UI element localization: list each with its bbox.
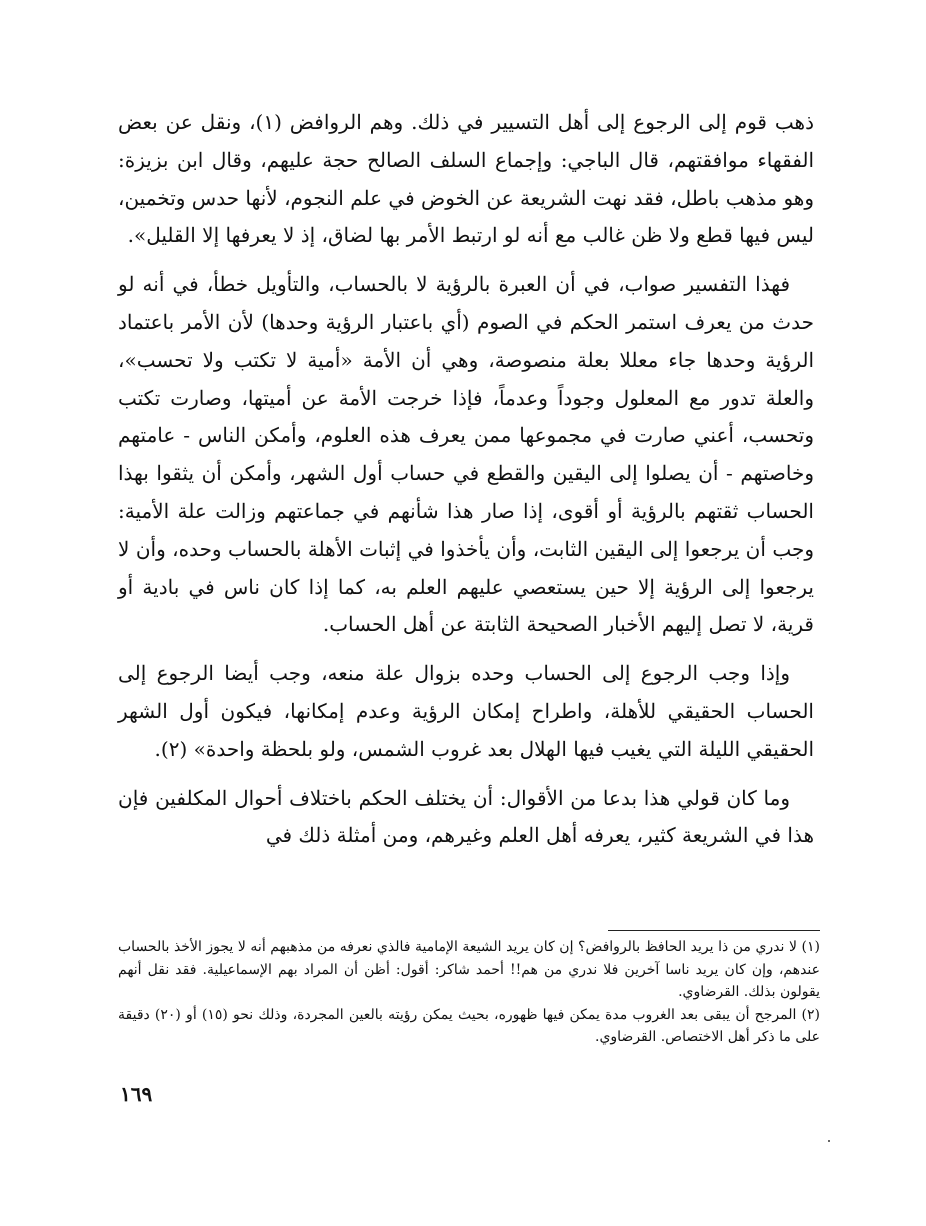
scan-speck <box>828 1140 830 1142</box>
paragraph-3: وإذا وجب الرجوع إلى الحساب وحده بزوال علة منعه، وجب أيضا الرجوع إلى الحساب الحقيقي للأهلة، واطراح إمكان الرؤية وعدم إمكانها، فيكون أول الشهر الحقيقي الليلة التي يغيب فيها الهلال بعد غروب الشمس، ولو بلحظة واحدة» (٢). <box>118 661 814 761</box>
paragraph-4: وما كان قولي هذا بدعا من الأقوال: أن يختلف الحكم باختلاف أحوال المكلفين فإن هذا في الشريعة كثير، يعرفه أهل العلم وغيرهم، ومن أمثلة ذلك في <box>118 785 814 848</box>
paragraph-2: فهذا التفسير صواب، في أن العبرة بالرؤية لا بالحساب، والتأويل خطأ، في أنه لو حدث من يعرف استمر الحكم في الصوم (أي باعتبار الرؤية وحدها) لأن الأمر باعتماد الرؤية وحدها جاء معللا بعلة منصوصة، وهي أن الأمة «أمية لا تكتب ولا تحسب»، والعلة تدور مع المعلول وجوداً وعدماً، فإذا خرجت الأمة عن أميتها، وصارت تكتب وتحسب، أعني صارت في مجموعها ممن يعرف هذه العلوم، وأمكن الناس - عامتهم وخاصتهم - أن يصلوا إلى اليقين والقطع في حساب أول الشهر، وأمكن أن يثقوا بهذا الحساب ثقتهم بالرؤية أو أقوى، إذا صار هذا شأنهم في جماعتهم وزالت علة الأمية: وجب أن يرجعوا إلى اليقين الثابت، وأن يأخذوا في إثبات الأهلة بالحساب وحده، وأن لا يرجعوا إلى الرؤية إلا حين يستعصي عليهم العلم به، كما إذا كان ناس في بادية أو قرية، لا تصل إليهم الأخبار الصحيحة الثابتة عن أهل الحساب. <box>118 272 814 637</box>
footnote-1: (١) لا ندري من ذا يريد الحافظ بالروافض؟ إن كان يريد الشيعة الإمامية فالذي نعرفه من مذهبهم أنه لا يجوز الأخذ بالحساب عندهم، وإن كان يريد ناسا آخرين فلا ندري من هم!! أحمد شاكر: أقول: أظن أن المراد بهم الإسماعيلية. فقد نقل أنهم يقولون بذلك. القرضاوي. <box>118 939 820 1000</box>
paragraph-1: ذهب قوم إلى الرجوع إلى أهل التسيير في ذلك. وهم الروافض (١)، ونقل عن بعض الفقهاء موافقتهم، قال الباجي: وإجماع السلف الصالح حجة عليهم، وقال ابن بزيزة: وهو مذهب باطل، فقد نهت الشريعة عن الخوض في علم النجوم، لأنها حدس وتخمين، ليس فيها قطع ولا ظن غالب مع أنه لو ارتبط الأمر بها لضاق، إذ لا يعرفها إلا القليل». <box>118 110 814 248</box>
main-text <box>118 104 814 866</box>
footnote-2: (٢) المرجح أن يبقى بعد الغروب مدة يمكن فيها ظهوره، بحيث يمكن رؤيته بالعين المجردة، وذلك نحو (١٥) أو (٢٠) دقيقة على ما ذكر أهل الاختصاص. القرضاوي. <box>118 1006 820 1045</box>
page-number: ١٦٩ <box>120 1082 153 1106</box>
footnote-separator <box>608 930 820 931</box>
footnotes <box>118 936 820 1049</box>
